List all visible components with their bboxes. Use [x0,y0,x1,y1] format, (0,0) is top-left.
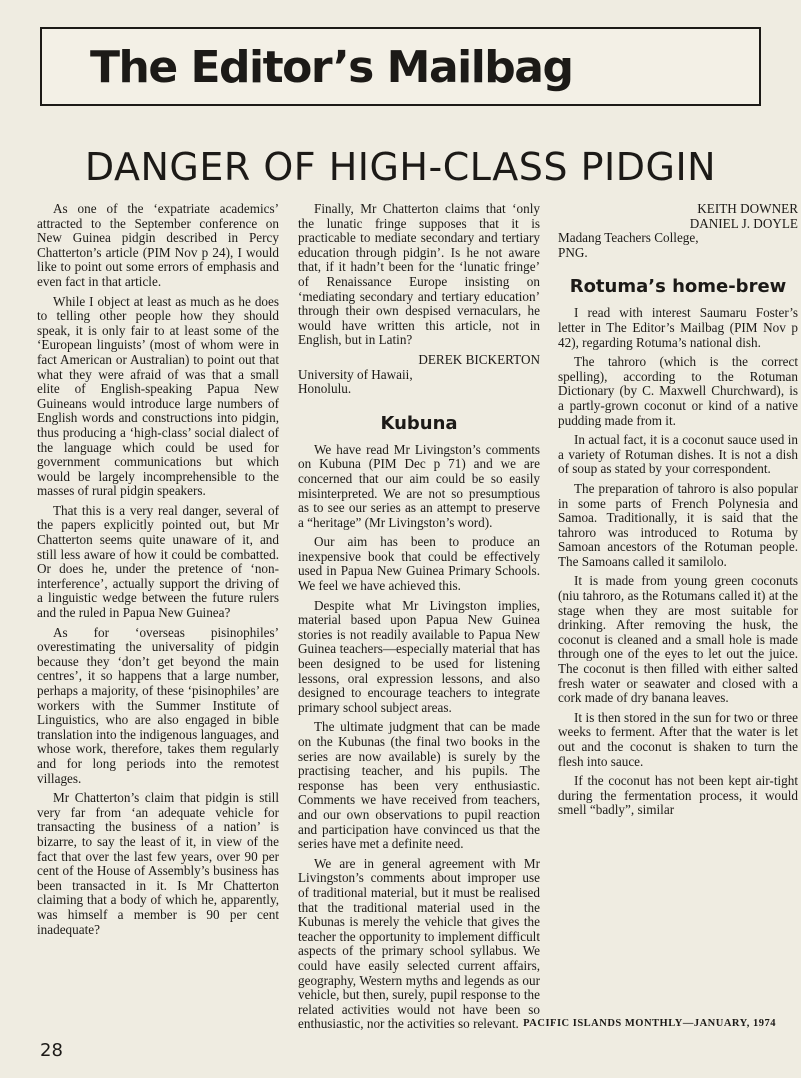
column-3 [558,202,798,823]
section-heading-rotuma: Rotuma’s home-brew [569,276,787,298]
paragraph: As one of the ‘expatriate academics’ attracted to the September conference on New Guinea pidgin described in Percy Chatterton’s article (PIM Nov p 24), I would like to point out some errors of emphasis and even fact in that article. [37,201,279,289]
paragraph: That this is a very real danger, several of the papers explicitly pointed out, but Mr Chatterton seems quite unaware of it, and still less aware of how it could be combatted. Or does he, under the pretence of ‘non-interference’, actually support the driving of a linguistic wedge between the future rulers and the ruled in Papua New Guinea? [37,502,279,621]
paragraph: We have read Mr Livingston’s comments on Kubuna (PIM Dec p 71) and we are concerned that our aim could be so easily misinterpreted. We are not so presumptious as to see our series as an attempt to preserve a “heritage” (Mr Livingston’s word). [298,441,540,530]
masthead-title: The Editor’s Mailbag [90,42,573,93]
page-number: 28 [40,1040,63,1061]
paragraph: In actual fact, it is a coconut sauce used in a variety of Rotuman dishes. It is not a dish of soup as stated by your correspondent. [558,432,798,477]
signature: DEREK BICKERTON [418,351,540,367]
column-2 [298,202,540,1037]
paragraph: Mr Chatterton’s claim that pidgin is still very far from ‘an adequate vehicle for transacting the business of a nation’ is bizarre, to say the least of it, in view of the fact that over the last few years, over 90 per cent of the House of Assembly’s business has been transacted in it. Is Mr Chatterton claiming that a body of which he, apparently, was himself a member is 90 per cent inadequate? [37,790,279,937]
affiliation: Madang Teachers College, [558,230,699,246]
running-footer: PACIFIC ISLANDS MONTHLY—JANUARY, 1974 [523,1018,776,1029]
article-headline: DANGER OF HIGH-CLASS PIDGIN [84,145,717,189]
signature: DANIEL J. DOYLE [689,215,798,231]
paragraph: The preparation of tahroro is also popular in some parts of French Polynesia and Samoa. Traditionally, it is said that the tahroro was introduced to Rotuma by Samoan ancestors of the Rotuman people. The Samoans called it samilolo. [558,480,798,569]
paragraph: We are in general agreement with Mr Livingston’s comments about improper use of traditional material, but it must be realised that the traditional material used in the Kubunas is merely the vehicle that gives the teacher the opportunity to implement difficult aspects of the primary school syllabus. We could have easily selected current affairs, geography, Western myths and legends as our vehicle, but then, surely, pupil response to the related activities would not have been so enthusiastic, nor the activities so relevant. [298,855,540,1032]
section-heading-kubuna: Kubuna [380,412,458,434]
affiliation: Honolulu. [298,381,352,397]
paragraph: While I object at least as much as he does to telling other people how they should speak, it is only fair to at least some of the ‘European linguists’ (most of whom were in fact American or Australian) to point out that what they were afraid of was that a small elite of English-speaking Papua New Guineans would introduce large numbers of English words and constructions into pidgin, thus producing a ‘high-class’ social dialect of the language which could be used for government communications but which would be largely incomprehensible to the masses of rural pidgin speakers. [37,293,279,499]
signature: KEITH DOWNER [697,201,798,216]
paragraph: As for ‘overseas pisinophiles’ overestimating the universality of pidgin because they ‘don’t get beyond the main centres’, it so happens that a large number, perhaps a majority, of these ‘pisinophiles’ are workers with the Summer Institute of Linguistics, who are also engaged in bible translation into the indigenous languages, and whose work, therefore, takes them regularly and for long periods into the remotest villages. [37,624,279,786]
affiliation: University of Hawaii, [298,366,413,382]
paragraph: I read with interest Saumaru Foster’s letter in The Editor’s Mailbag (PIM Nov p 42), regarding Rotuma’s national dish. [558,305,798,350]
paragraph: If the coconut has not been kept air-tight during the fermentation process, it would smell “badly”, similar [558,773,798,818]
paragraph: The tahroro (which is the correct spelling), according to the Rotuman Dictionary (by C. Maxwell Churchward), is a partly-grown coconut or kind of a native pudding made from it. [558,354,798,428]
paragraph: The ultimate judgment that can be made on the Kubunas (the final two books in the series are now available) is surely by the practising teacher, and his pupils. The response has been very enthusiastic. Comments we have received from teachers, and our own observations to pupil reaction and participation have convinced us that the series have met a definite need. [298,719,540,852]
affiliation: PNG. [558,244,588,260]
paragraph: It is then stored in the sun for two or three weeks to ferment. After that the water is let out and the coconut is shaken to turn the flesh into sauce. [558,709,798,769]
paragraph: Finally, Mr Chatterton claims that ‘only the lunatic fringe supposes that it is practicable to mediate secondary and tertiary education through pidgin’. Is he not aware that, if it hadn’t been for the ‘lunatic fringe’ of Renaissance Europe insisting on ‘mediating secondary and tertiary education’ through their own despised vernaculars, he would have written this article, not in English, but in Latin? [298,201,540,348]
paragraph: It is made from young green coconuts (niu tahroro, as the Rotumans called it) at the stage when they are most suitable for drinking. After removing the husk, the coconut is cleaned and a small hole is made through one of the eyes to let out the juice. The coconut is then filled with either salted fresh water or seawater and closed with a cork made of dry banana leaves. [558,573,798,706]
masthead-box [40,27,761,106]
column-1 [37,202,279,942]
paragraph: Despite what Mr Livingston implies, material based upon Papua New Guinea stories is not readily available to Papua New Guinea teachers—especially material that has been designed to be used for listening lessons, oral expression lessons, and also designed to encourage teachers to integrate primary school subject areas. [298,597,540,715]
paragraph: Our aim has been to produce an inexpensive book that could be effectively used in Papua New Guinea Primary Schools. We feel we have achieved this. [298,534,540,594]
